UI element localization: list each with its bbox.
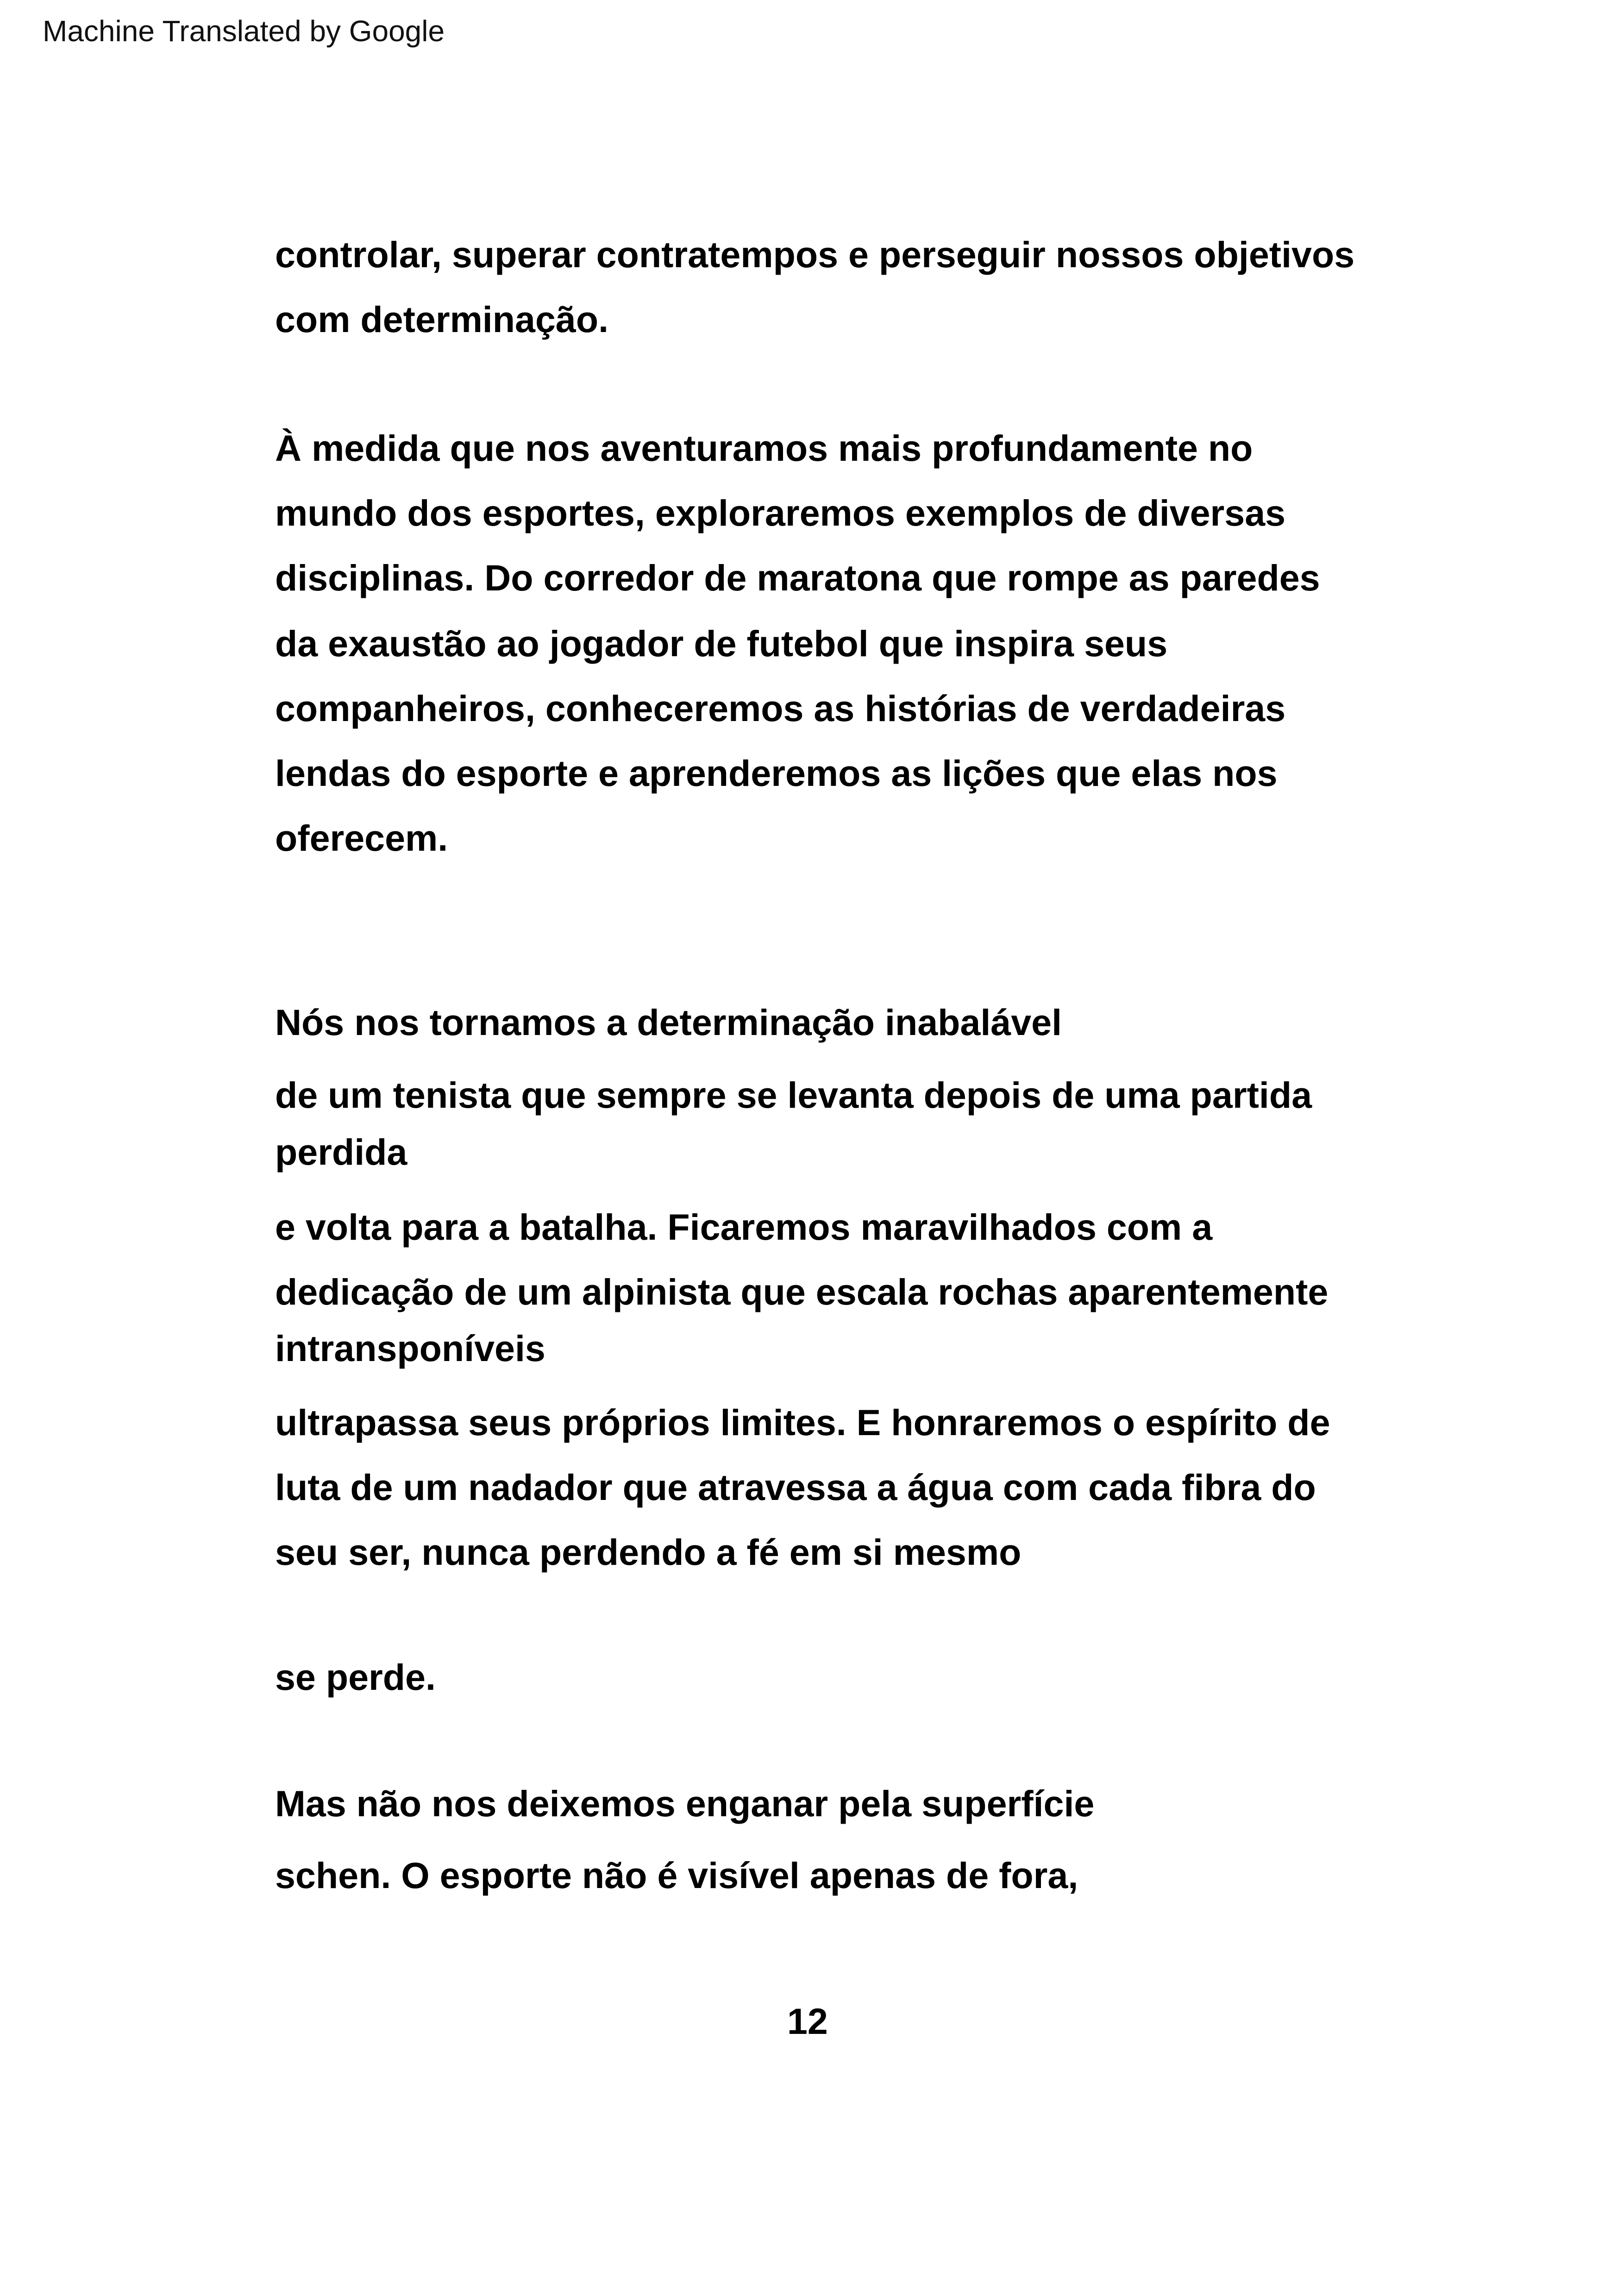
text-line: À medida que nos aventuramos mais profundamente no bbox=[275, 427, 1253, 469]
text-line: perdida bbox=[275, 1131, 407, 1173]
text-line: se perde. bbox=[275, 1656, 436, 1698]
text-line: schen. O esporte não é visível apenas de fora, bbox=[275, 1855, 1078, 1896]
text-line: oferecem. bbox=[275, 817, 448, 859]
text-line: e volta para a batalha. Ficaremos maravilhados com a bbox=[275, 1206, 1213, 1248]
text-line: de um tenista que sempre se levanta depois de uma partida bbox=[275, 1074, 1312, 1116]
text-line: controlar, superar contratempos e perseguir nossos objetivos bbox=[275, 234, 1355, 275]
text-line: Mas não nos deixemos enganar pela superfície bbox=[275, 1783, 1095, 1824]
text-line: luta de um nadador que atravessa a água com cada fibra do bbox=[275, 1467, 1316, 1508]
text-line: dedicação de um alpinista que escala rochas aparentemente bbox=[275, 1271, 1329, 1312]
text-line: com determinação. bbox=[275, 299, 609, 340]
page-number: 12 bbox=[787, 2001, 828, 2042]
text-line: Nós nos tornamos a determinação inabalável bbox=[275, 1002, 1062, 1043]
text-line: mundo dos esportes, exploraremos exemplos de diversas bbox=[275, 492, 1286, 533]
text-line: lendas do esporte e aprenderemos as lições que elas nos bbox=[275, 753, 1278, 794]
machine-translation-note: Machine Translated by Google bbox=[43, 14, 445, 48]
text-line: companheiros, conheceremos as histórias de verdadeiras bbox=[275, 688, 1286, 729]
text-line: seu ser, nunca perdendo a fé em si mesmo bbox=[275, 1531, 1022, 1573]
text-line: da exaustão ao jogador de futebol que inspira seus bbox=[275, 623, 1168, 664]
text-line: intransponíveis bbox=[275, 1328, 545, 1369]
text-line: disciplinas. Do corredor de maratona que rompe as paredes bbox=[275, 557, 1320, 598]
text-line: ultrapassa seus próprios limites. E honraremos o espírito de bbox=[275, 1402, 1330, 1443]
